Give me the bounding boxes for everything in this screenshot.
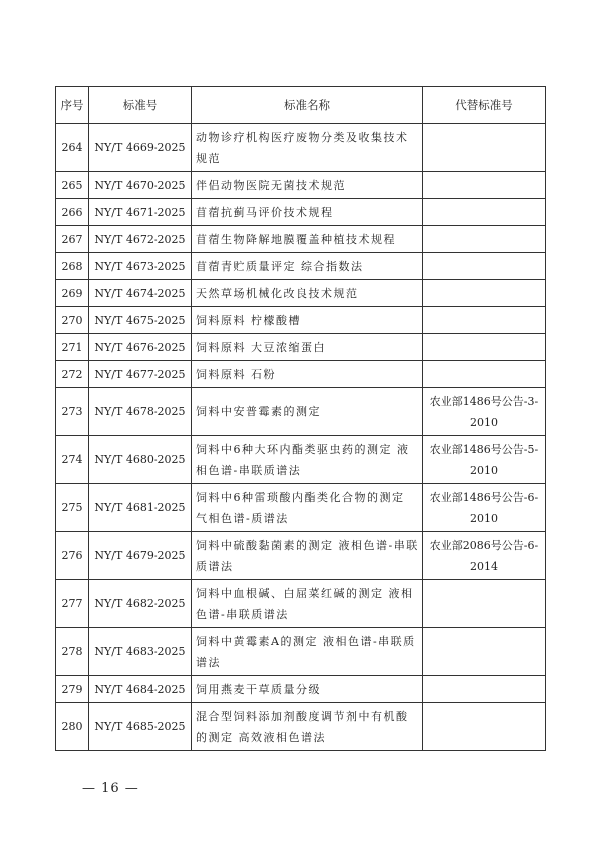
table-row xyxy=(56,172,546,199)
row-number: 273 xyxy=(56,388,89,436)
table-row xyxy=(56,628,546,676)
header-row xyxy=(56,87,546,124)
standard-name: 饲料中安普霉素的测定 xyxy=(192,388,423,436)
table-row xyxy=(56,334,546,361)
replaced-standard xyxy=(423,307,546,334)
row-number: 280 xyxy=(56,703,89,751)
row-number: 277 xyxy=(56,580,89,628)
table-row xyxy=(56,280,546,307)
standard-name: 饲料中6种雷琐酸内酯类化合物的测定 气相色谱-质谱法 xyxy=(192,484,423,532)
standard-name: 苜蓿抗蓟马评价技术规程 xyxy=(192,199,423,226)
replaced-standard: 农业部2086号公告-6-2014 xyxy=(423,532,546,580)
standard-code: NY/T 4671-2025 xyxy=(89,199,192,226)
header-replaces: 代替标准号 xyxy=(423,87,546,124)
standard-code: NY/T 4684-2025 xyxy=(89,676,192,703)
table-row xyxy=(56,388,546,436)
standard-name: 混合型饲料添加剂酸度调节剂中有机酸的测定 高效液相色谱法 xyxy=(192,703,423,751)
table-body xyxy=(56,124,546,751)
standard-name: 饲料中黄霉素A的测定 液相色谱-串联质谱法 xyxy=(192,628,423,676)
standard-code: NY/T 4681-2025 xyxy=(89,484,192,532)
table-row xyxy=(56,226,546,253)
replaced-standard xyxy=(423,124,546,172)
standard-name: 饲料原料 柠檬酸槽 xyxy=(192,307,423,334)
standard-name: 苜蓿青贮质量评定 综合指数法 xyxy=(192,253,423,280)
row-number: 279 xyxy=(56,676,89,703)
row-number: 265 xyxy=(56,172,89,199)
table-row xyxy=(56,676,546,703)
standards-table xyxy=(55,86,546,751)
standard-code: NY/T 4680-2025 xyxy=(89,436,192,484)
table-row xyxy=(56,307,546,334)
row-number: 272 xyxy=(56,361,89,388)
standard-code: NY/T 4683-2025 xyxy=(89,628,192,676)
header-no: 序号 xyxy=(56,87,89,124)
row-number: 275 xyxy=(56,484,89,532)
standard-name: 饲料中血根碱、白屈菜红碱的测定 液相色谱-串联质谱法 xyxy=(192,580,423,628)
standard-code: NY/T 4677-2025 xyxy=(89,361,192,388)
standard-name: 动物诊疗机构医疗废物分类及收集技术规范 xyxy=(192,124,423,172)
replaced-standard xyxy=(423,172,546,199)
row-number: 264 xyxy=(56,124,89,172)
standard-code: NY/T 4678-2025 xyxy=(89,388,192,436)
standard-name: 饲料原料 大豆浓缩蛋白 xyxy=(192,334,423,361)
standard-name: 饲料中硫酸黏菌素的测定 液相色谱-串联质谱法 xyxy=(192,532,423,580)
row-number: 276 xyxy=(56,532,89,580)
row-number: 270 xyxy=(56,307,89,334)
standard-code: NY/T 4676-2025 xyxy=(89,334,192,361)
table-row xyxy=(56,484,546,532)
table-row xyxy=(56,532,546,580)
replaced-standard xyxy=(423,361,546,388)
table-row xyxy=(56,361,546,388)
replaced-standard xyxy=(423,226,546,253)
row-number: 269 xyxy=(56,280,89,307)
replaced-standard xyxy=(423,628,546,676)
row-number: 267 xyxy=(56,226,89,253)
standard-name: 饲料原料 石粉 xyxy=(192,361,423,388)
replaced-standard: 农业部1486号公告-6-2010 xyxy=(423,484,546,532)
replaced-standard xyxy=(423,703,546,751)
standard-code: NY/T 4672-2025 xyxy=(89,226,192,253)
replaced-standard xyxy=(423,580,546,628)
table-row xyxy=(56,199,546,226)
standard-code: NY/T 4682-2025 xyxy=(89,580,192,628)
standard-code: NY/T 4675-2025 xyxy=(89,307,192,334)
standard-name: 饲料中6种大环内酯类驱虫药的测定 液相色谱-串联质谱法 xyxy=(192,436,423,484)
standard-code: NY/T 4679-2025 xyxy=(89,532,192,580)
standard-code: NY/T 4670-2025 xyxy=(89,172,192,199)
row-number: 278 xyxy=(56,628,89,676)
replaced-standard: 农业部1486号公告-3-2010 xyxy=(423,388,546,436)
standard-code: NY/T 4669-2025 xyxy=(89,124,192,172)
standard-name: 天然草场机械化改良技术规范 xyxy=(192,280,423,307)
replaced-standard xyxy=(423,334,546,361)
row-number: 271 xyxy=(56,334,89,361)
table-row xyxy=(56,703,546,751)
standard-name: 饲用燕麦干草质量分级 xyxy=(192,676,423,703)
standard-code: NY/T 4685-2025 xyxy=(89,703,192,751)
header-code: 标准号 xyxy=(89,87,192,124)
table-row xyxy=(56,580,546,628)
replaced-standard xyxy=(423,199,546,226)
replaced-standard xyxy=(423,280,546,307)
standard-name: 苜蓿生物降解地膜覆盖种植技术规程 xyxy=(192,226,423,253)
standard-name: 伴侣动物医院无菌技术规范 xyxy=(192,172,423,199)
replaced-standard: 农业部1486号公告-5-2010 xyxy=(423,436,546,484)
standard-code: NY/T 4673-2025 xyxy=(89,253,192,280)
row-number: 266 xyxy=(56,199,89,226)
table-row xyxy=(56,253,546,280)
replaced-standard xyxy=(423,253,546,280)
standard-code: NY/T 4674-2025 xyxy=(89,280,192,307)
table-row xyxy=(56,436,546,484)
header-name: 标准名称 xyxy=(192,87,423,124)
table-row xyxy=(56,124,546,172)
row-number: 268 xyxy=(56,253,89,280)
row-number: 274 xyxy=(56,436,89,484)
replaced-standard xyxy=(423,676,546,703)
page-number: — 16 — xyxy=(82,781,139,796)
